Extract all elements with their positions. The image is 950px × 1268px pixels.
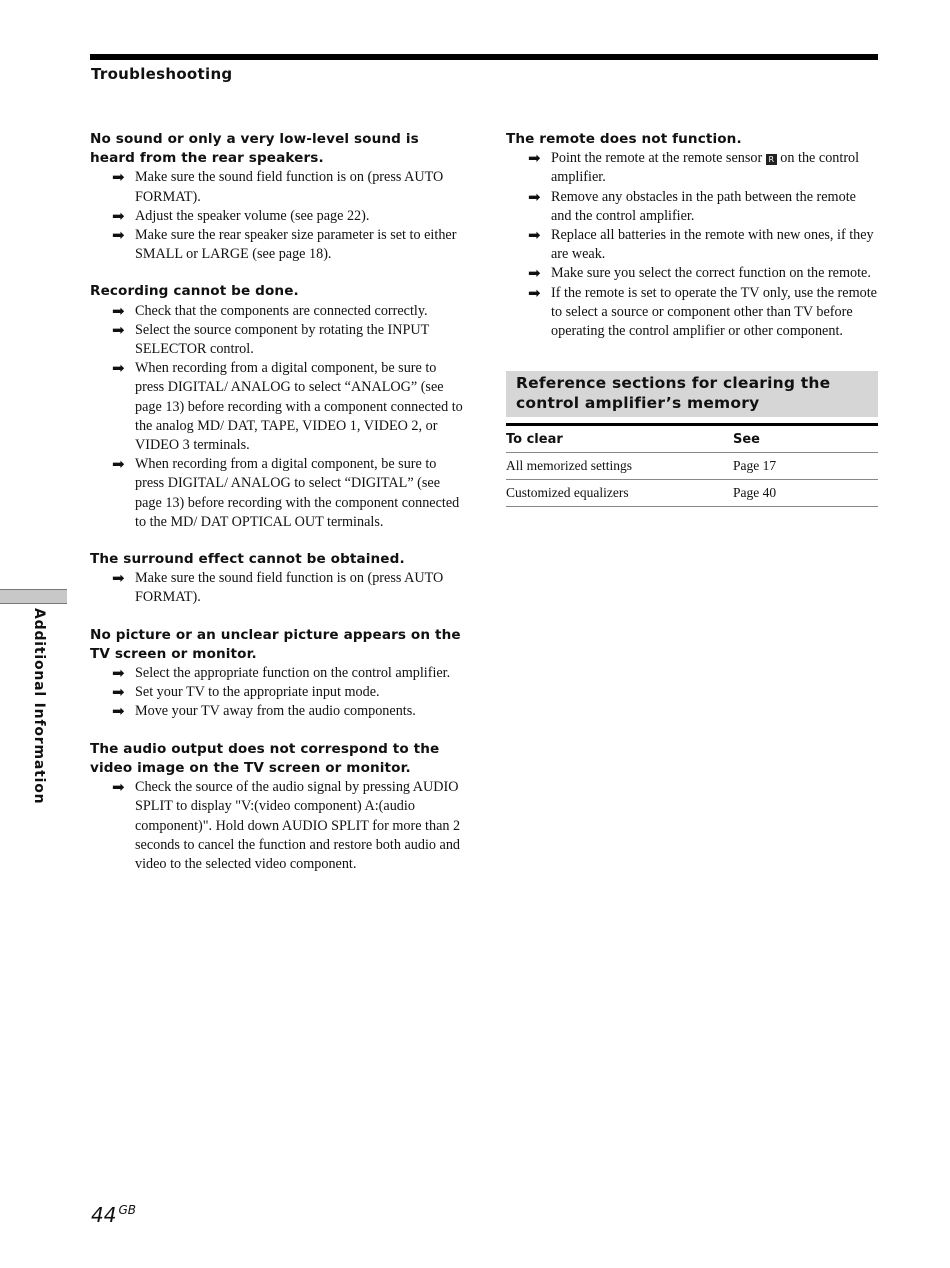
remote-item-text: If the remote is set to operate the TV only, use the remote to select a source or component other than TV before operating the control amplifier or other component. bbox=[551, 284, 877, 340]
list-item bbox=[90, 321, 466, 359]
list-item bbox=[506, 284, 878, 342]
remote-item-text: Make sure you select the correct function on the remote. bbox=[551, 265, 871, 282]
left-column bbox=[90, 130, 466, 892]
list-item bbox=[90, 359, 466, 455]
list-item bbox=[90, 455, 466, 532]
remote-item-text: Remove any obstacles in the path between the remote and the control amplifier. bbox=[551, 188, 856, 224]
remote-item-text: Replace all batteries in the remote with new ones, if they are weak. bbox=[551, 227, 874, 263]
table-header-row bbox=[506, 426, 878, 453]
remote-item-text-cont: on the control amplifier. bbox=[551, 150, 860, 186]
reference-heading: Reference sections for clearing the control amplifier’s memory bbox=[506, 371, 878, 417]
list-item bbox=[90, 778, 466, 874]
arrow-right-icon: ➡ bbox=[112, 168, 125, 187]
arrow-right-icon: ➡ bbox=[112, 569, 125, 588]
side-tab-marker bbox=[0, 589, 67, 604]
solution-list bbox=[90, 778, 466, 874]
solution-list bbox=[90, 664, 466, 722]
table-cell-page: Page 17 bbox=[733, 458, 777, 474]
problem-heading: The audio output does not correspond to the video image on the TV screen or monitor. bbox=[90, 740, 440, 776]
arrow-right-icon: ➡ bbox=[528, 264, 541, 283]
solution-text: Move your TV away from the audio components. bbox=[135, 703, 416, 720]
list-item bbox=[90, 226, 466, 264]
arrow-right-icon: ➡ bbox=[112, 301, 125, 320]
arrow-right-icon: ➡ bbox=[112, 664, 125, 683]
solution-text: Check the source of the audio signal by pressing AUDIO SPLIT to display "V:(video component) A:(audio component)". Hold down AUDIO SPLIT for more than 2 seconds to cancel the function and restore both audio and video to the selected video component. bbox=[135, 779, 461, 872]
solution-list bbox=[90, 168, 466, 264]
column-header-to-clear: To clear bbox=[506, 431, 563, 447]
arrow-right-icon: ➡ bbox=[528, 187, 541, 206]
arrow-right-icon: ➡ bbox=[112, 683, 125, 702]
list-item bbox=[90, 702, 466, 721]
remote-item-text: Point the remote at the remote sensor bbox=[551, 150, 763, 167]
list-item bbox=[90, 302, 466, 321]
troubleshooting-block bbox=[90, 282, 466, 532]
table-cell-page: Page 40 bbox=[733, 485, 777, 501]
list-item bbox=[90, 168, 466, 206]
troubleshooting-block bbox=[90, 130, 466, 264]
page-number bbox=[91, 1203, 136, 1227]
page-number-suffix: GB bbox=[118, 1203, 136, 1217]
problem-heading: Recording cannot be done. bbox=[90, 283, 299, 300]
list-item bbox=[90, 569, 466, 607]
page-number-value: 44 bbox=[91, 1203, 117, 1227]
top-rule bbox=[90, 54, 878, 60]
arrow-right-icon: ➡ bbox=[112, 455, 125, 474]
troubleshooting-block bbox=[90, 740, 466, 874]
table-cell-item: All memorized settings bbox=[506, 458, 632, 474]
arrow-right-icon: ➡ bbox=[528, 226, 541, 245]
remote-sensor-icon: R bbox=[766, 154, 777, 165]
arrow-right-icon: ➡ bbox=[112, 702, 125, 721]
solution-text: Adjust the speaker volume (see page 22). bbox=[135, 207, 370, 224]
solution-text: When recording from a digital component, be sure to press DIGITAL/ ANALOG to select “DIGITAL” (see page 13) before recording with the component connected to the MD/ DAT OPTICAL OUT terminals. bbox=[135, 456, 460, 530]
list-item bbox=[506, 264, 878, 283]
remote-section bbox=[506, 130, 878, 341]
arrow-right-icon: ➡ bbox=[528, 149, 541, 168]
remote-list-more bbox=[506, 188, 878, 342]
list-item bbox=[90, 683, 466, 702]
solution-text: Select the appropriate function on the control amplifier. bbox=[135, 665, 451, 682]
remote-heading: The remote does not function. bbox=[506, 131, 742, 147]
list-item bbox=[506, 226, 878, 264]
troubleshooting-block bbox=[90, 626, 466, 722]
remote-list bbox=[506, 149, 878, 187]
list-item bbox=[506, 149, 878, 187]
page-section-title: Troubleshooting bbox=[91, 65, 233, 83]
list-item bbox=[90, 664, 466, 683]
solution-text: Make sure the rear speaker size parameter is set to either SMALL or LARGE (see page 18). bbox=[135, 227, 457, 263]
troubleshooting-block bbox=[90, 550, 466, 608]
list-item bbox=[90, 207, 466, 226]
solution-text: Set your TV to the appropriate input mode. bbox=[135, 684, 380, 701]
table-cell-item: Customized equalizers bbox=[506, 485, 629, 501]
problem-heading: No picture or an unclear picture appears on the TV screen or monitor. bbox=[90, 626, 461, 662]
table-row bbox=[506, 480, 878, 507]
right-column bbox=[506, 130, 878, 507]
solution-text: Make sure the sound field function is on (press AUTO FORMAT). bbox=[135, 570, 444, 606]
solution-text: Check that the components are connected correctly. bbox=[135, 302, 428, 319]
arrow-right-icon: ➡ bbox=[112, 359, 125, 378]
solution-text: Make sure the sound field function is on (press AUTO FORMAT). bbox=[135, 169, 444, 205]
arrow-right-icon: ➡ bbox=[112, 226, 125, 245]
arrow-right-icon: ➡ bbox=[528, 283, 541, 302]
table-row bbox=[506, 453, 878, 480]
problem-heading: The surround effect cannot be obtained. bbox=[90, 551, 405, 568]
side-tab-label: Additional Information bbox=[31, 608, 47, 805]
solution-list bbox=[90, 302, 466, 532]
arrow-right-icon: ➡ bbox=[112, 206, 125, 225]
column-header-see: See bbox=[733, 431, 760, 447]
solution-text: Select the source component by rotating the INPUT SELECTOR control. bbox=[135, 321, 430, 358]
reference-table bbox=[506, 423, 878, 507]
arrow-right-icon: ➡ bbox=[112, 778, 125, 797]
arrow-right-icon: ➡ bbox=[112, 320, 125, 339]
list-item bbox=[506, 188, 878, 226]
solution-text: When recording from a digital component, be sure to press DIGITAL/ ANALOG to select “ANALOG” (see page 13) before recording with a component connected to the analog MD/ DAT, TAPE, VIDEO 1, VIDEO 2, or VIDEO 3 terminals. bbox=[135, 360, 463, 454]
problem-heading: No sound or only a very low-level sound is heard from the rear speakers. bbox=[90, 131, 419, 167]
solution-list bbox=[90, 569, 466, 607]
